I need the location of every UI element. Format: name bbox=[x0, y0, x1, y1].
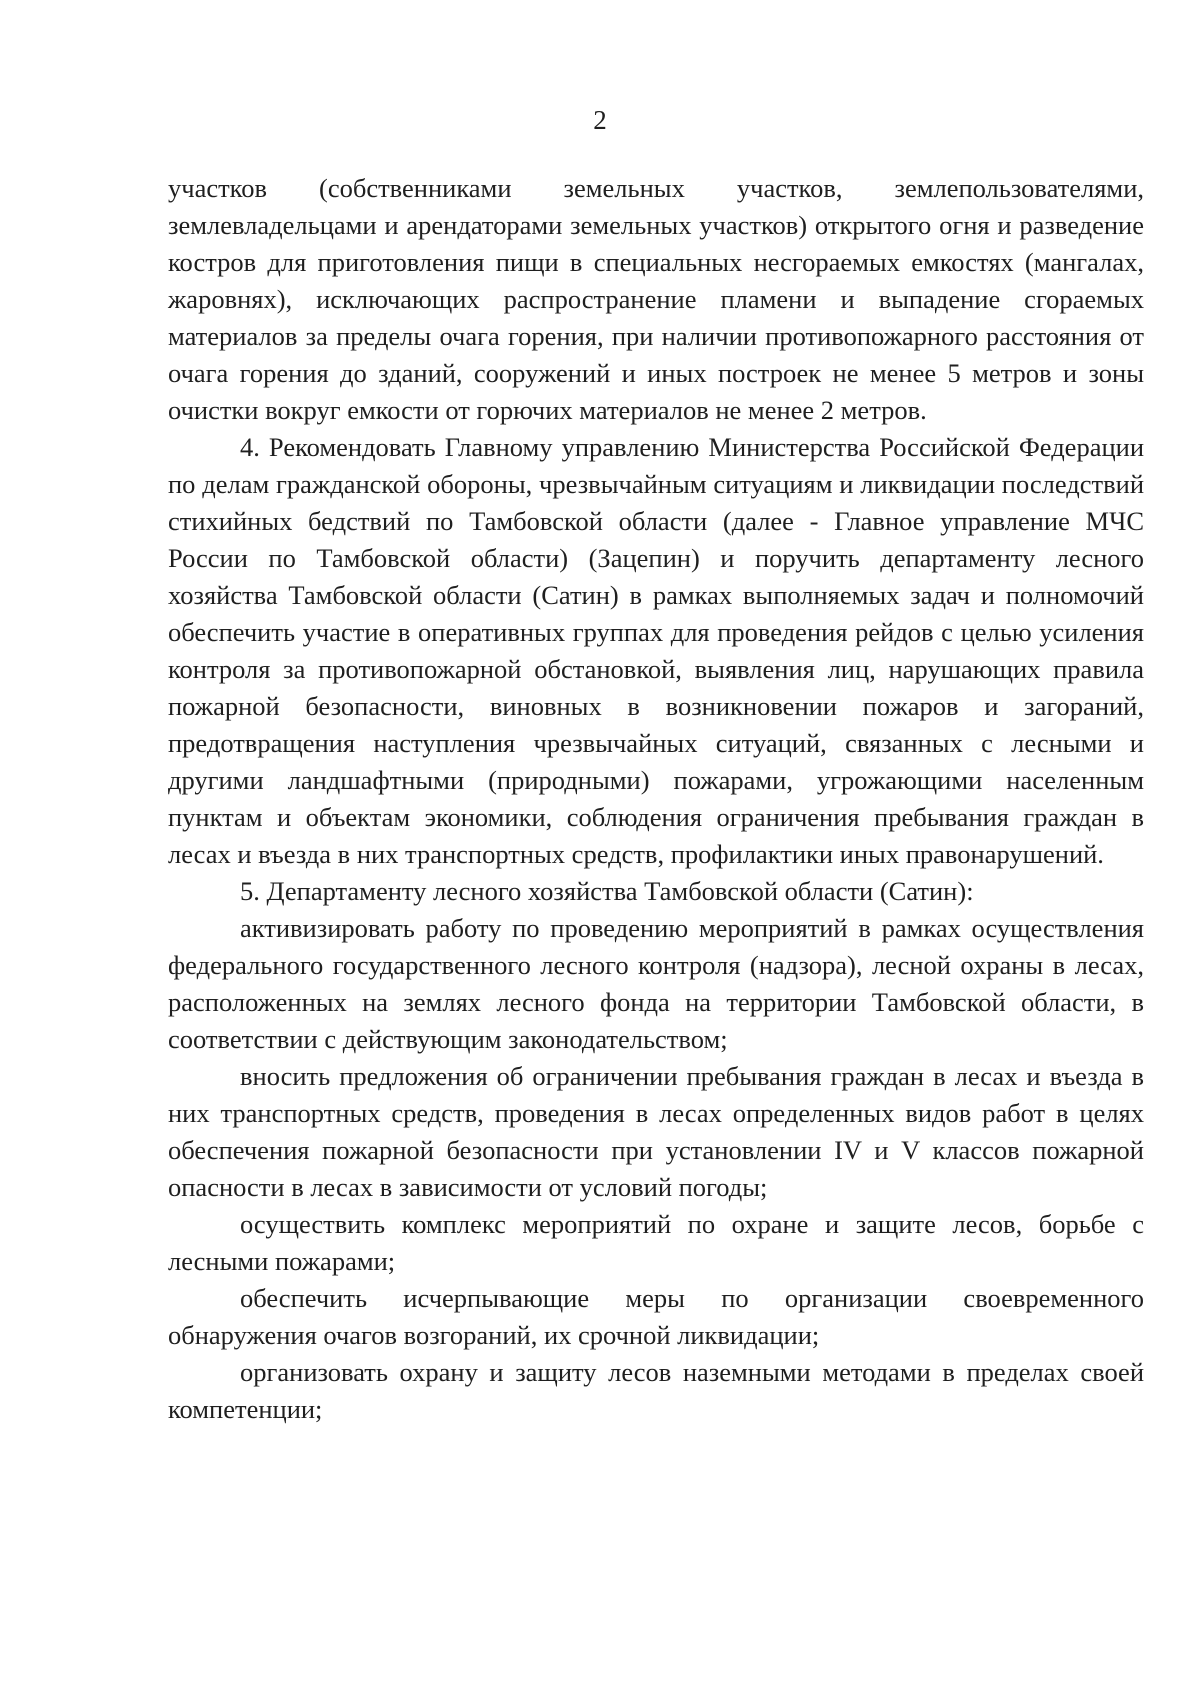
document-body bbox=[168, 170, 1144, 1428]
paragraph-continuation: участков (собственниками земельных участков, землепользователями, землевладельцами и арендаторами земельных участков) открытого огня и разведение костров для приготовления пищи в специальных несгораемых емкостях (мангалах, жаровнях), исключающих распространение пламени и выпадение сгораемых материалов за пределы очага горения, при наличии противопожарного расстояния от очага горения до зданий, сооружений и иных построек не менее 5 метров и зоны очистки вокруг емкости от горючих материалов не менее 2 метров. bbox=[168, 173, 1144, 425]
paragraph-item-5-task-1: активизировать работу по проведению мероприятий в рамках осуществления федерального государственного лесного контроля (надзора), лесной охраны в лесах, расположенных на землях лесного фонда на территории Тамбовской области, в соответствии с действующим законодательством; bbox=[168, 913, 1144, 1054]
paragraph-item-5-task-4: обеспечить исчерпывающие меры по организации своевременного обнаружения очагов возгораний, их срочной ликвидации; bbox=[168, 1283, 1144, 1350]
paragraph-item-4: 4. Рекомендовать Главному управлению Министерства Российской Федерации по делам гражданской обороны, чрезвычайным ситуациям и ликвидации последствий стихийных бедствий по Тамбовской области (далее - Главное управление МЧС России по Тамбовской области) (Зацепин) и поручить департаменту лесного хозяйства Тамбовской области (Сатин) в рамках выполняемых задач и полномочий обеспечить участие в оперативных группах для проведения рейдов с целью усиления контроля за противопожарной обстановкой, выявления лиц, нарушающих правила пожарной безопасности, виновных в возникновении пожаров и загораний, предотвращения наступления чрезвычайных ситуаций, связанных с лесными и другими ландшафтными (природными) пожарами, угрожающими населенным пунктам и объектам экономики, соблюдения ограничения пребывания граждан в лесах и въезда в них транспортных средств, профилактики иных правонарушений. bbox=[168, 432, 1144, 869]
paragraph-item-5: 5. Департаменту лесного хозяйства Тамбовской области (Сатин): bbox=[240, 876, 974, 906]
paragraph-item-5-task-3: осуществить комплекс мероприятий по охране и защите лесов, борьбе с лесными пожарами; bbox=[168, 1209, 1144, 1276]
page-number: 2 bbox=[593, 105, 607, 135]
paragraph-item-5-task-2: вносить предложения об ограничении пребывания граждан в лесах и въезда в них транспортных средств, проведения в лесах определенных видов работ в целях обеспечения пожарной безопасности при установлении IV и V классов пожарной опасности в лесах в зависимости от условий погоды; bbox=[168, 1061, 1144, 1202]
paragraph-item-5-task-5: организовать охрану и защиту лесов наземными методами в пределах своей компетенции; bbox=[168, 1357, 1144, 1424]
